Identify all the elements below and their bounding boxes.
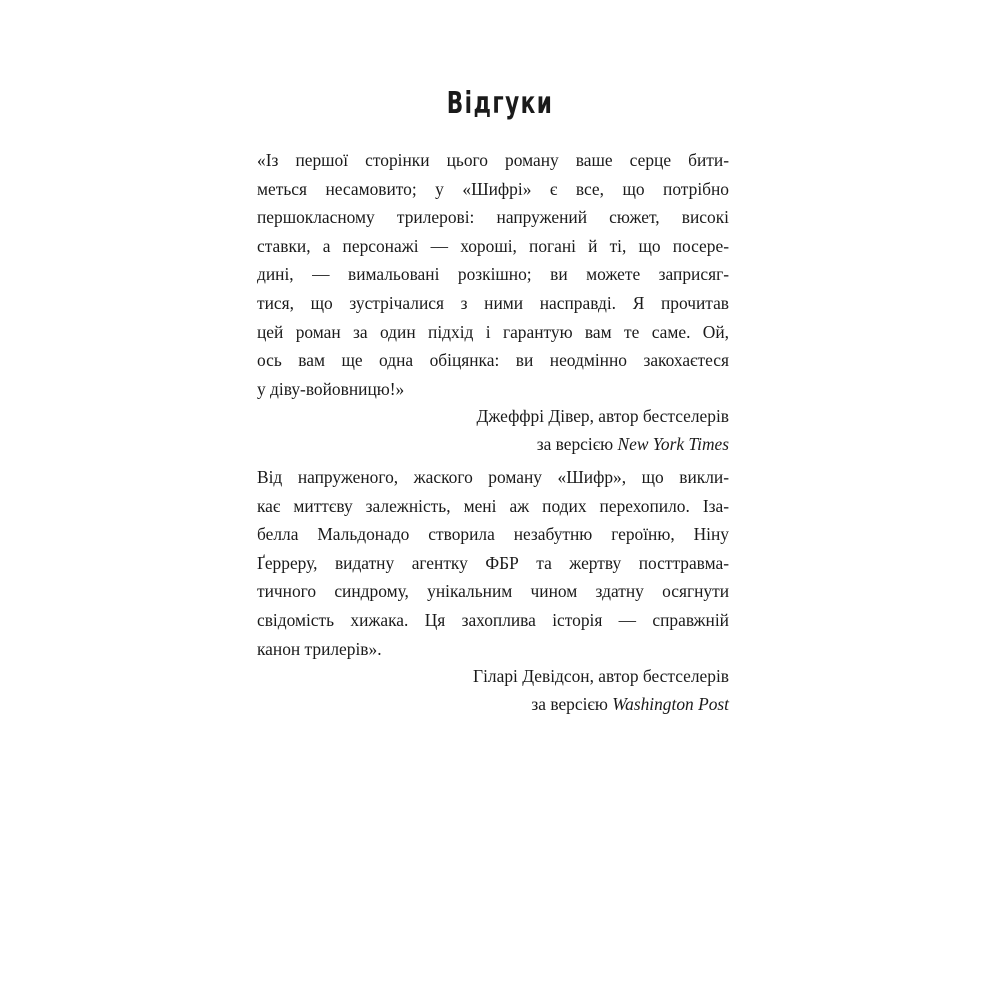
review-source	[257, 431, 729, 459]
review-source	[257, 691, 729, 719]
quote-line: свідомість хижака. Ця захоплива історія — справжній	[257, 609, 729, 630]
quote-line: белла Мальдонадо створила незабутню героїню, Ніну	[257, 524, 729, 545]
review-quote	[257, 463, 729, 663]
source-name: Washington Post	[612, 693, 729, 714]
source-name: New York Times	[617, 433, 729, 454]
quote-line: Ґерреру, видатну агентку ФБР та жертву посттравма-	[257, 552, 729, 573]
quote-line: тичного синдрому, унікальним чином здатну осягнути	[257, 581, 729, 602]
review-davidson	[257, 463, 729, 718]
quote-line: у діву-войовницю!»	[257, 378, 405, 399]
page-title: Відгуки	[446, 86, 554, 121]
quote-line: цей роман за один підхід і гарантую вам те саме. Ой,	[257, 321, 729, 342]
source-prefix: за версією	[536, 433, 618, 454]
quote-line: дині, — вимальовані розкішно; ви можете заприсяг-	[257, 264, 729, 285]
review-attribution	[257, 403, 729, 458]
quote-line: тися, що зустрічалися з ними насправді. Я прочитав	[257, 292, 729, 313]
quote-line: кає миттєву залежність, мені аж подих перехопило. Іза-	[257, 495, 729, 516]
quote-line: «Із першої сторінки цього роману ваше серце бити-	[257, 150, 729, 170]
review-author: Джеффрі Дівер, автор бестселерів	[476, 406, 729, 427]
quote-line: ось вам ще одна обіцянка: ви неодмінно закохаєтеся	[257, 350, 729, 371]
review-quote	[257, 146, 729, 403]
quote-line: ставки, а персонажі — хороші, погані й ті, що посере-	[257, 235, 729, 256]
review-deaver	[257, 146, 729, 458]
review-author: Гіларі Девідсон, автор бестселерів	[473, 666, 729, 687]
source-prefix: за версією	[531, 693, 613, 714]
quote-line: меться несамовито; у «Шифрі» є все, що потрібно	[257, 178, 729, 199]
quote-line: канон трилерів».	[257, 638, 382, 659]
review-attribution	[257, 663, 729, 718]
quote-line: Від напруженого, жаского роману «Шифр», що викли-	[257, 467, 729, 487]
quote-line: першокласному трилерові: напружений сюжет, високі	[257, 207, 729, 228]
